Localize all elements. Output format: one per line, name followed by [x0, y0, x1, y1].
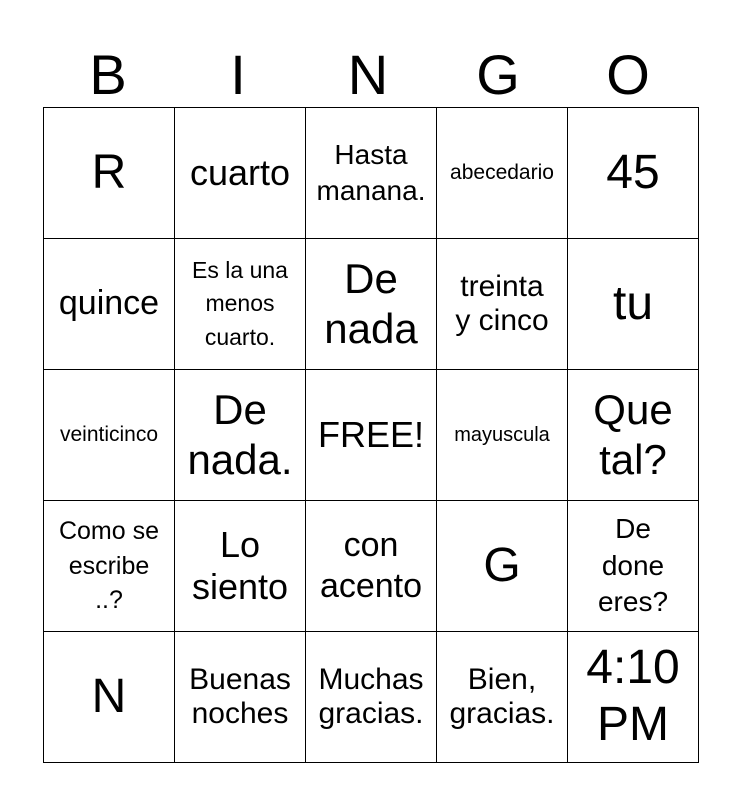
- cell-text: Que tal?: [593, 385, 673, 483]
- cell-text: Hasta manana.: [316, 138, 426, 206]
- header-letter-i: I: [230, 43, 246, 106]
- cell-text: FREE!: [317, 413, 424, 455]
- cell-text: Como se escribe ..?: [58, 517, 160, 615]
- bingo-cell: [437, 501, 568, 632]
- bingo-cell: [306, 501, 437, 632]
- bingo-board: [43, 107, 699, 763]
- board-row-2: [44, 239, 699, 370]
- bingo-cell: [568, 239, 699, 370]
- bingo-cell: [568, 108, 699, 239]
- board-row-4: [44, 501, 699, 632]
- cell-text: quince: [58, 284, 160, 323]
- board-row-1: [44, 108, 699, 239]
- cell-text: Lo siento: [191, 523, 289, 607]
- board-row-5: [44, 632, 699, 763]
- bingo-cell: [568, 370, 699, 501]
- cell-text: G: [483, 538, 521, 592]
- bingo-cell: [44, 632, 175, 763]
- free-space: [306, 370, 437, 501]
- bingo-cell: [437, 108, 568, 239]
- cell-text: Buenas noches: [189, 662, 291, 730]
- cell-text: treinta y cinco: [455, 269, 549, 337]
- cell-text: abecedario: [450, 161, 554, 185]
- header-letter-o: O: [606, 43, 650, 106]
- bingo-cell: [568, 632, 699, 763]
- bingo-cell: [44, 239, 175, 370]
- bingo-cell: [44, 370, 175, 501]
- bingo-cell: [306, 239, 437, 370]
- bingo-cell: [437, 239, 568, 370]
- cell-text: R: [91, 145, 127, 199]
- bingo-cell: [306, 632, 437, 763]
- cell-text: N: [91, 669, 127, 723]
- cell-text: tu: [612, 276, 654, 330]
- cell-text: De nada: [324, 254, 418, 352]
- bingo-cell: [175, 108, 306, 239]
- cell-text: 4:10 PM: [586, 641, 680, 751]
- bingo-cell: [175, 501, 306, 632]
- bingo-cell: [175, 370, 306, 501]
- bingo-header: [43, 42, 693, 108]
- bingo-cell: [175, 632, 306, 763]
- bingo-cell: [306, 108, 437, 239]
- header-letter-b: B: [89, 43, 127, 106]
- bingo-cell: [437, 632, 568, 763]
- header-letter-n: N: [347, 43, 389, 106]
- cell-text: veinticinco: [59, 423, 159, 447]
- bingo-cell: [44, 501, 175, 632]
- cell-text: 45: [606, 145, 660, 199]
- cell-text: Es la una menos cuarto.: [192, 256, 288, 350]
- bingo-cell: [175, 239, 306, 370]
- bingo-cell: [44, 108, 175, 239]
- cell-text: De nada.: [187, 385, 293, 483]
- cell-text: De done eres?: [597, 513, 669, 618]
- header-letter-g: G: [476, 43, 520, 106]
- bingo-cell: [437, 370, 568, 501]
- cell-text: mayuscula: [454, 423, 550, 446]
- bingo-cell: [568, 501, 699, 632]
- cell-text: con acento: [319, 525, 423, 605]
- board-row-3: [44, 370, 699, 501]
- cell-text: cuarto: [189, 151, 291, 193]
- cell-text: Muchas gracias.: [318, 662, 424, 730]
- cell-text: Bien, gracias.: [449, 662, 555, 730]
